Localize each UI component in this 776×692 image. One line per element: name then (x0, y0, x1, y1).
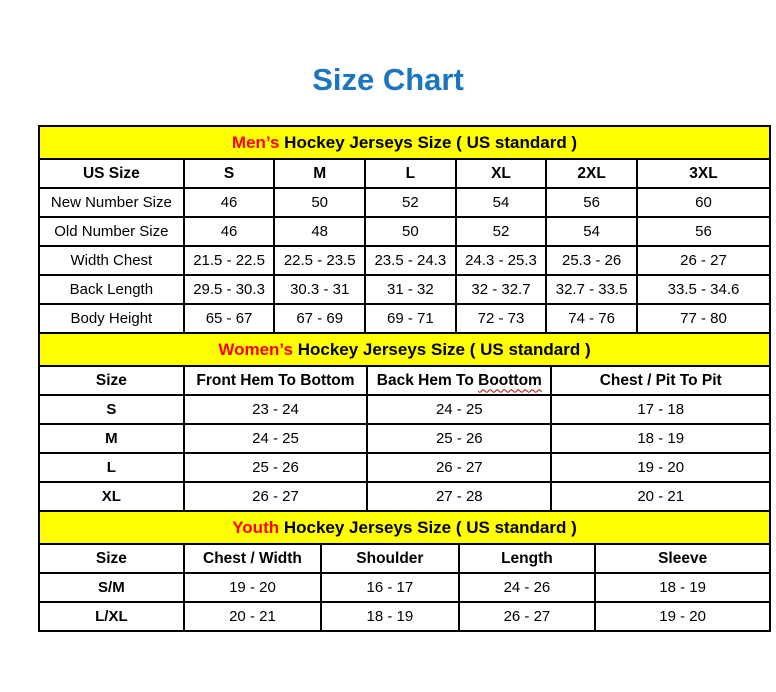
mens-value-cell: 33.5 - 34.6 (637, 275, 770, 304)
youth-value-cell: 19 - 20 (184, 573, 321, 602)
mens-banner-accent: Men’s (231, 133, 280, 152)
youth-value-cell: 18 - 19 (595, 573, 770, 602)
mens-value-cell: 65 - 67 (184, 304, 275, 333)
womens-row (39, 395, 770, 424)
womens-value-cell: 17 - 18 (551, 395, 770, 424)
mens-value-cell: 54 (456, 188, 547, 217)
womens-value-cell: 19 - 20 (551, 453, 770, 482)
womens-row-label: L (39, 453, 184, 482)
mens-column-header: 3XL (637, 159, 770, 188)
mens-value-cell: 25.3 - 26 (546, 246, 637, 275)
youth-banner-text: Hockey Jerseys Size ( US standard ) (279, 518, 577, 537)
mens-banner-text: Hockey Jerseys Size ( US standard ) (279, 133, 578, 152)
size-chart-frame (38, 125, 771, 632)
womens-row (39, 453, 770, 482)
mens-value-cell: 72 - 73 (456, 304, 547, 333)
mens-value-cell: 77 - 80 (637, 304, 770, 333)
page-title: Size Chart (312, 62, 464, 97)
mens-row-label: Old Number Size (39, 217, 184, 246)
youth-value-cell: 16 - 17 (321, 573, 458, 602)
mens-value-cell: 67 - 69 (274, 304, 365, 333)
mens-value-cell: 21.5 - 22.5 (184, 246, 275, 275)
youth-value-cell: 24 - 26 (459, 573, 596, 602)
mens-column-header: XL (456, 159, 547, 188)
womens-row (39, 424, 770, 453)
mens-row-label: Body Height (39, 304, 184, 333)
mens-row-label: New Number Size (39, 188, 184, 217)
youth-row (39, 573, 770, 602)
mens-column-header: M (274, 159, 365, 188)
mens-column-header: US Size (39, 159, 184, 188)
youth-section-banner (38, 510, 771, 545)
mens-value-cell: 46 (184, 217, 275, 246)
mens-value-cell: 50 (274, 188, 365, 217)
youth-column-header: Sleeve (595, 544, 770, 573)
womens-row-label: XL (39, 482, 184, 511)
youth-header-row (39, 544, 770, 573)
youth-row-label: L/XL (39, 602, 184, 631)
youth-column-header: Chest / Width (184, 544, 321, 573)
youth-column-header: Size (39, 544, 184, 573)
womens-banner-accent: Women’s (218, 340, 293, 359)
mens-column-header: L (365, 159, 456, 188)
mens-value-cell: 69 - 71 (365, 304, 456, 333)
womens-value-cell: 18 - 19 (551, 424, 770, 453)
youth-size-table (38, 543, 771, 632)
mens-value-cell: 22.5 - 23.5 (274, 246, 365, 275)
womens-column-header: Size (39, 366, 184, 395)
womens-value-cell: 20 - 21 (551, 482, 770, 511)
womens-column-header: Front Hem To Bottom (184, 366, 367, 395)
youth-column-header: Length (459, 544, 596, 573)
womens-size-table (38, 365, 771, 512)
mens-value-cell: 30.3 - 31 (274, 275, 365, 304)
mens-row (39, 246, 770, 275)
mens-value-cell: 74 - 76 (546, 304, 637, 333)
mens-value-cell: 32.7 - 33.5 (546, 275, 637, 304)
womens-value-cell: 23 - 24 (184, 395, 367, 424)
womens-value-cell: 26 - 27 (184, 482, 367, 511)
mens-value-cell: 56 (546, 188, 637, 217)
mens-value-cell: 29.5 - 30.3 (184, 275, 275, 304)
mens-value-cell: 56 (637, 217, 770, 246)
mens-row (39, 304, 770, 333)
mens-row (39, 217, 770, 246)
mens-value-cell: 50 (365, 217, 456, 246)
youth-row-label: S/M (39, 573, 184, 602)
youth-value-cell: 18 - 19 (321, 602, 458, 631)
womens-column-header: Back Hem To Boottom (367, 366, 551, 395)
womens-value-cell: 27 - 28 (367, 482, 551, 511)
womens-section-banner (38, 332, 771, 367)
mens-section-banner (38, 125, 771, 160)
youth-value-cell: 26 - 27 (459, 602, 596, 631)
mens-row (39, 188, 770, 217)
womens-value-cell: 26 - 27 (367, 453, 551, 482)
womens-value-cell: 25 - 26 (184, 453, 367, 482)
womens-row (39, 482, 770, 511)
mens-value-cell: 54 (546, 217, 637, 246)
mens-value-cell: 52 (365, 188, 456, 217)
womens-value-cell: 24 - 25 (367, 395, 551, 424)
mens-value-cell: 31 - 32 (365, 275, 456, 304)
mens-column-header: S (184, 159, 275, 188)
mens-value-cell: 23.5 - 24.3 (365, 246, 456, 275)
mens-header-row (39, 159, 770, 188)
womens-value-cell: 24 - 25 (184, 424, 367, 453)
mens-value-cell: 48 (274, 217, 365, 246)
mens-row (39, 275, 770, 304)
womens-row-label: M (39, 424, 184, 453)
mens-value-cell: 46 (184, 188, 275, 217)
mens-value-cell: 32 - 32.7 (456, 275, 547, 304)
misspelled-word: Boottom (478, 371, 542, 389)
youth-value-cell: 19 - 20 (595, 602, 770, 631)
mens-column-header: 2XL (546, 159, 637, 188)
mens-row-label: Width Chest (39, 246, 184, 275)
womens-header-row (39, 366, 770, 395)
youth-banner-accent: Youth (232, 518, 280, 537)
mens-row-label: Back Length (39, 275, 184, 304)
youth-value-cell: 20 - 21 (184, 602, 321, 631)
womens-banner-text: Hockey Jerseys Size ( US standard ) (292, 340, 591, 359)
womens-column-header: Chest / Pit To Pit (551, 366, 770, 395)
mens-value-cell: 52 (456, 217, 547, 246)
youth-column-header: Shoulder (321, 544, 458, 573)
womens-row-label: S (39, 395, 184, 424)
mens-value-cell: 60 (637, 188, 770, 217)
mens-value-cell: 26 - 27 (637, 246, 770, 275)
womens-value-cell: 25 - 26 (367, 424, 551, 453)
mens-value-cell: 24.3 - 25.3 (456, 246, 547, 275)
mens-size-table (38, 158, 771, 334)
youth-row (39, 602, 770, 631)
